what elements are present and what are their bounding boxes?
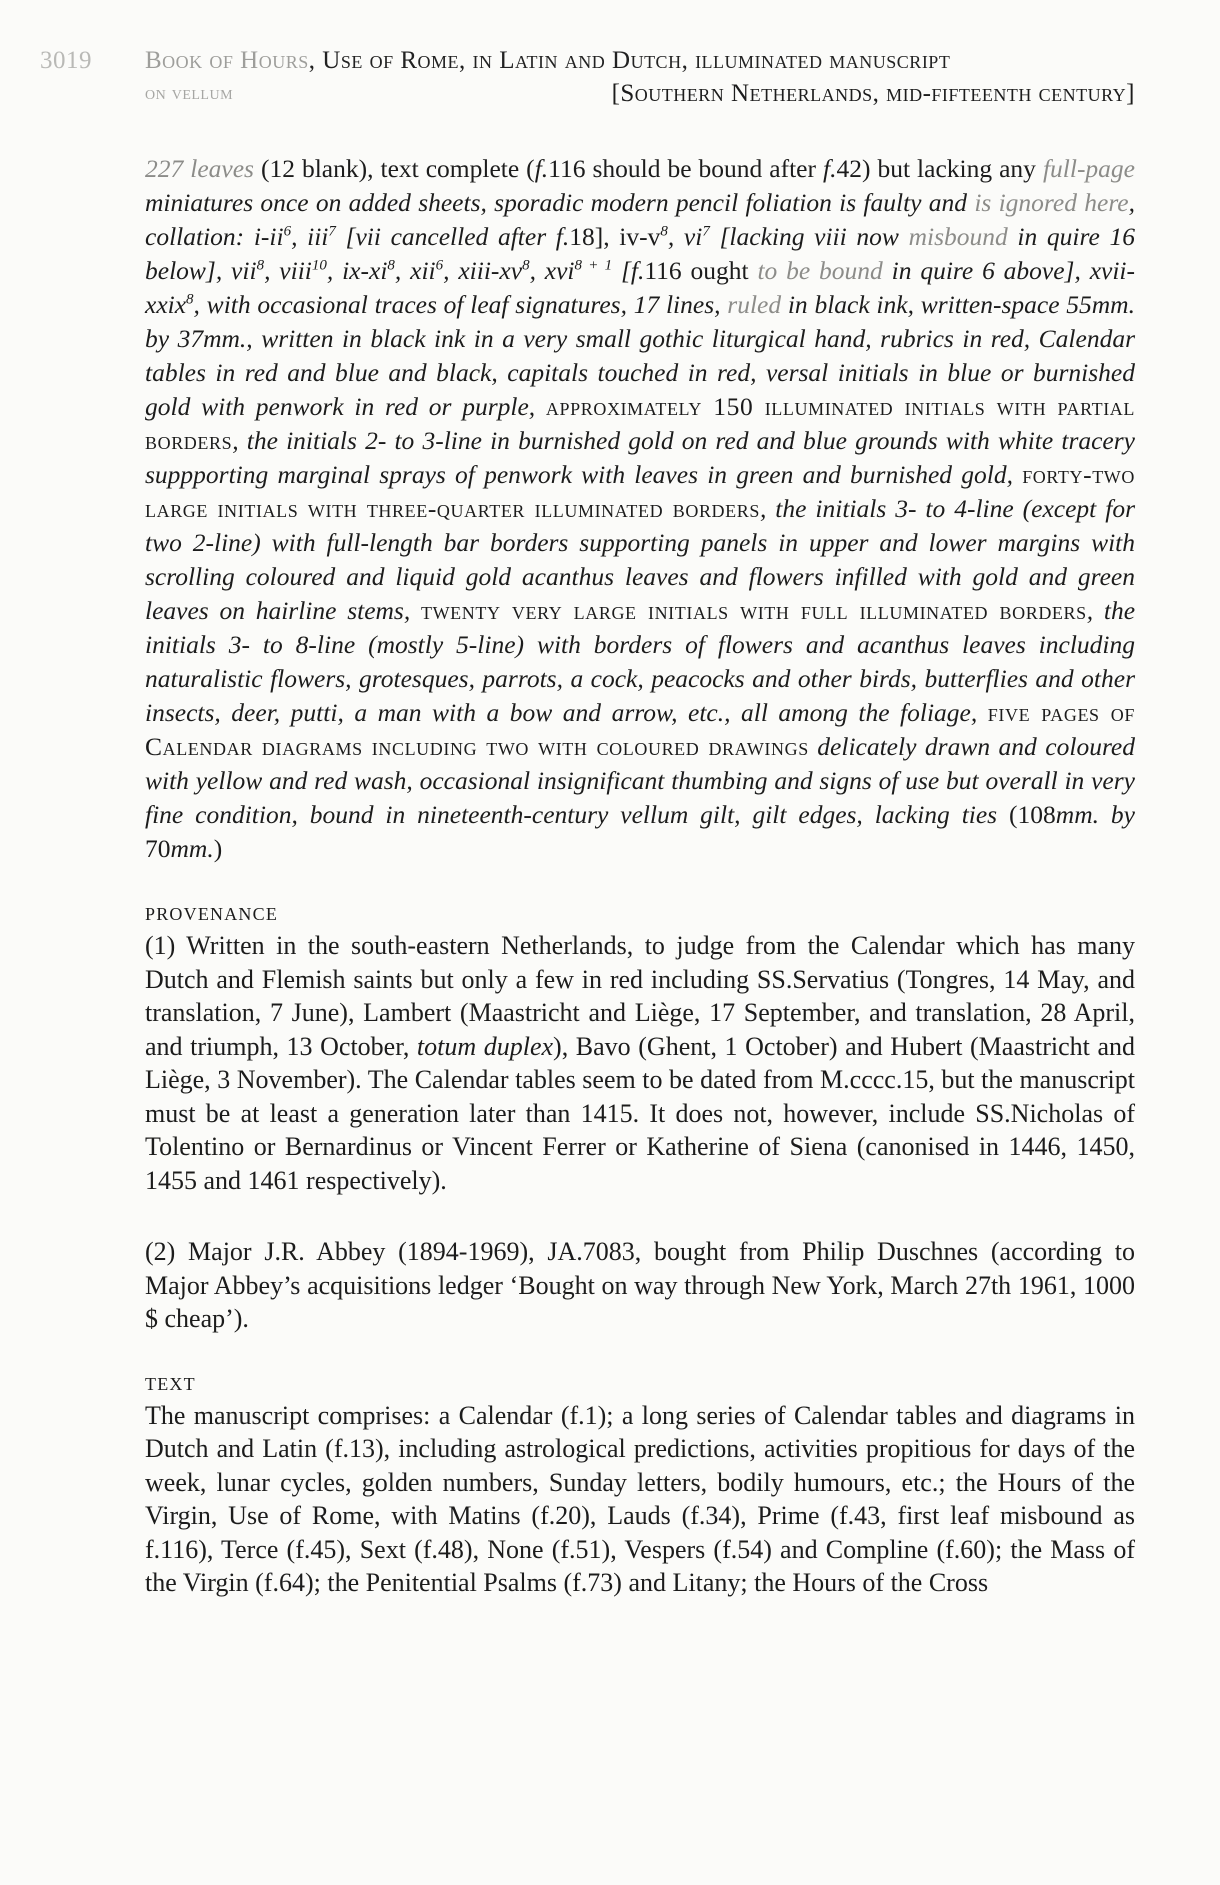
desc-seg: , collation: i-ii [145,188,1135,251]
desc-seg: , with occasional traces of leaf signatures, 17 lines, [193,290,728,319]
desc-small-caps: five pages of Calendar diagrams including two with coloured drawings [145,698,1136,761]
collation-superscript: 8 + 1 [574,257,613,274]
lot-header [40,44,1135,110]
collation-superscript: 8 [256,257,265,274]
provenance-paragraph-2: (2) Major J.R. Abbey (1894-1969), JA.7083, bought from Philip Duschnes (according to Major Abbey’s acquisitions ledger ‘Bought on way through New York, March 27th 1961, 1000 $ cheap’). [145,1237,1135,1333]
desc-seg: misbound [908,222,1008,251]
desc-seg: , the initials 3- to 4-line (except for two 2-line) with full-length bar borders supporting panels in upper and lower margins with scrolling coloured and liquid gold acanthus leaves and flowers infilled with gold and green leaves on hairline stems, [145,494,1135,625]
desc-seg: ) [213,834,223,863]
desc-seg: in quire 16 below], vii [145,222,1135,285]
desc-seg: 18], iv-v [569,222,661,251]
lot-title-line-2 [145,77,1135,110]
lot-title-line-1 [145,44,1135,77]
desc-seg: in black ink, written-space 55mm. by 37mm., written in black ink in a very small gothic liturgical hand, rubrics in red, Calendar tables in red and blue and black, capitals touched in red, versal initials in blue or burnished gold with penwork in red or purple, [145,290,1135,421]
collation-superscript: 8 [387,257,395,274]
desc-seg: 42) but lacking any [836,154,1043,183]
provenance-paragraph-1 [145,929,1135,1197]
collation-superscript: 8 [660,223,668,240]
desc-seg: 116 should be bound after [548,154,823,183]
desc-seg: , vi [667,222,703,251]
collation-superscript: 8 [522,257,530,274]
desc-seg: f. [823,154,837,183]
collation-superscript: 7 [702,223,710,240]
collation-superscript: 7 [328,223,336,240]
desc-seg: (12 blank), text complete ( [253,154,535,183]
desc-small-caps: forty-two large initials with three-quarter illuminated borders [145,460,1135,523]
provenance-emphasis: totum duplex [416,1031,554,1061]
desc-seg: in quire 6 above], xvii-xxix [145,256,1135,319]
desc-seg: f. [555,222,570,251]
provenance-text: ), Bavo (Ghent, 1 October) and Hubert (Maastricht and Liège, 3 November). The Calendar tables seem to be dated from M.cccc.15, but the manuscript must be at least a generation later than 1415. It does not, however, include SS.Nicholas of Tolentino or Bernardinus or Vincent Ferrer or Katherine of Siena (canonised in 1446, 1450, 1455 and 1461 respectively). [145,1031,1135,1195]
collation-superscript: 8 [186,291,194,308]
provenance-text: (1) Written in the south-eastern Netherlands, to judge from the Calendar which has many Dutch and Flemish saints but only a few in red including SS.Servatius (Tongres, 14 May, and translation, 7 June), Lambert (Maastricht and Liège, 17 September, and translation, 28 April, and triumph, 13 October, [145,931,1135,1061]
collation-superscript: 10 [311,257,327,274]
desc-seg: delicately drawn and coloured with yellow and red wash, occasional insignificant thumbing and signs of use but overall in very fine condition, bound in nineteenth-century vellum gilt, gilt edges, lacking ties [145,732,1135,829]
desc-seg: mm. [1055,800,1099,829]
desc-small-caps: twenty very large initials with full illuminated borders [420,596,1087,625]
text-paragraph: The manuscript comprises: a Calendar (f.1); a long series of Calendar tables and diagrams in Dutch and Latin (f.13), including astrological predictions, activities propitious for days of the week, lunar cycles, golden numbers, Sunday letters, bodily humours, etc.; the Hours of the Virgin, Use of Rome, with Matins (f.20), Lauds (f.34), Prime (f.43, first leaf misbound as f.116), Terce (f.45), Sext (f.48), None (f.51), Vespers (f.54) and Compline (f.60); the Mass of the Virgin (f.64); the Penitential Psalms (f.73) and Litany; the Hours of the Cross [145,1400,1135,1597]
desc-seg: ruled [727,290,782,319]
desc-seg: , xii [394,256,436,285]
desc-seg: to be bound [757,256,883,285]
desc-seg: 70 [145,834,171,863]
desc-seg: 116 ought [644,256,758,285]
desc-seg: is ignored here [974,188,1129,217]
text-heading: TEXT [145,1373,196,1394]
provenance-heading: PROVENANCE [145,904,279,924]
collation-superscript: 6 [283,223,292,240]
desc-small-caps: approximately 150 illuminated initials with partial borders [145,392,1135,455]
lot-number: 3019 [40,47,92,74]
desc-seg: , iii [291,222,329,251]
desc-seg: f. [630,256,645,285]
desc-seg: , the initials 2- to 3-line in burnished gold on red and blue grounds with white tracery suppporting marginal sprays of penwork with leaves in green and burnished gold, [145,426,1135,489]
desc-seg: , xvi [529,256,575,285]
desc-seg: mm. [170,834,214,863]
desc-seg: by [1099,800,1135,829]
desc-seg: full-page [1042,154,1136,183]
desc-seg: , the initials 3- to 8-line (mostly 5-line) with borders of flowers and acanthus leaves including naturalistic flowers, grotesques, parrots, a cock, peacocks and other birds, butterflies and other insects, deer, putti, a man with a bow and arrow, etc., all among the foliage, [145,596,1136,727]
desc-seg: [lacking viii now [709,222,909,251]
collation-superscript: 6 [435,257,444,274]
desc-seg: [ [612,256,631,285]
desc-seg: , xiii-xv [443,256,523,285]
lot-title-rest: , Use of Rome, in Latin and Dutch, illuminated manuscript [308,47,951,74]
desc-seg: miniatures once on added sheets, sporadic modern pencil foliation is faulty and [145,188,975,217]
desc-seg: f. [534,154,549,183]
catalogue-page [40,44,1136,1600]
desc-seg: [vii cancelled after [335,222,556,251]
lot-origin-date: [Southern Netherlands, mid-fifteenth century] [611,80,1135,107]
desc-seg: , ix-xi [326,256,388,285]
physical-description [145,152,1135,866]
lot-title-start: Book of Hours [145,47,309,74]
desc-leaves: 227 leaves [145,154,254,183]
desc-seg: , viii [264,256,312,285]
lot-medium: on vellum [145,82,234,104]
desc-seg: (108 [1009,800,1056,829]
